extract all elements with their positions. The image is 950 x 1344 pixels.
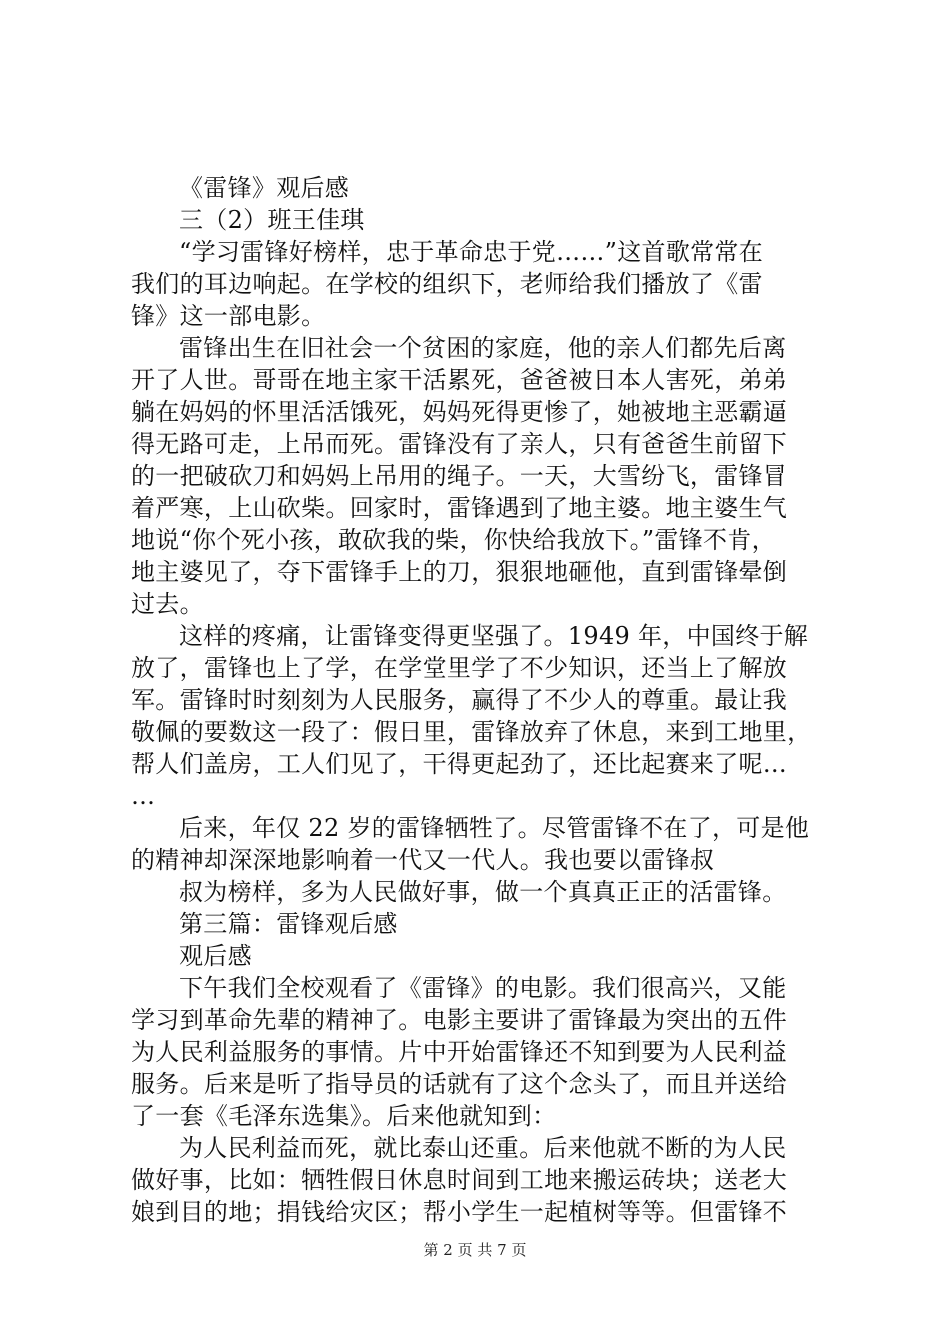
paragraph-line: … <box>131 782 156 810</box>
paragraph-line: 下午我们全校观看了《雷锋》的电影。我们很高兴，又能 <box>179 974 787 1002</box>
paragraph-line: 着严寒，上山砍柴。回家时，雷锋遇到了地主婆。地主婆生气 <box>131 494 788 522</box>
section-heading: 第三篇：雷锋观后感 <box>179 910 398 938</box>
paragraph-line: 为人民利益而死，就比泰山还重。后来他就不断的为人民 <box>179 1134 787 1162</box>
paragraph-line: 娘到目的地；捐钱给灾区；帮小学生一起植树等等。但雷锋不 <box>131 1198 788 1226</box>
section-subheading: 观后感 <box>179 942 252 970</box>
page-number-label: 第 2 页 共 7 页 <box>423 1241 527 1259</box>
paragraph-line: 服务。后来是听了指导员的话就有了这个念头了，而且并送给 <box>131 1070 788 1098</box>
paragraph-line: 雷锋出生在旧社会一个贫困的家庭，他的亲人们都先后离 <box>179 334 787 362</box>
paragraph-line: 放了，雷锋也上了学，在学堂里学了不少知识，还当上了解放 <box>131 654 788 682</box>
paragraph-line: 后来，年仅 22 岁的雷锋牺牲了。尽管雷锋不在了，可是他 <box>179 814 810 842</box>
doc-author: 三（2）班王佳琪 <box>179 206 365 234</box>
doc-title: 《雷锋》观后感 <box>179 174 350 202</box>
paragraph-line: 我们的耳边响起。在学校的组织下，老师给我们播放了《雷 <box>131 270 763 298</box>
paragraph-line: 的一把破砍刀和妈妈上吊用的绳子。一天，大雪纷飞，雷锋冒 <box>131 462 788 490</box>
paragraph-line: 地说“你个死小孩，敢砍我的柴，你快给我放下。”雷锋不肯， <box>131 526 776 554</box>
paragraph-line: 锋》这一部电影。 <box>131 302 326 330</box>
paragraph-line: 学习到革命先辈的精神了。电影主要讲了雷锋最为突出的五件 <box>131 1006 788 1034</box>
paragraph-line: 叔为榜样，多为人民做好事，做一个真真正正的活雷锋。 <box>179 878 787 906</box>
page-footer <box>0 1240 950 1260</box>
paragraph-line: 开了人世。哥哥在地主家干活累死，爸爸被日本人害死，弟弟 <box>131 366 788 394</box>
paragraph-line: 了一套《毛泽东选集》。后来他就知到： <box>131 1102 557 1130</box>
paragraph-line: 军。雷锋时时刻刻为人民服务，赢得了不少人的尊重。最让我 <box>131 686 788 714</box>
document-body <box>131 172 831 1228</box>
paragraph-line: 做好事，比如：牺牲假日休息时间到工地来搬运砖块；送老大 <box>131 1166 788 1194</box>
paragraph-line: “学习雷锋好榜样，忠于革命忠于党……”这首歌常常在 <box>179 238 764 266</box>
paragraph-line: 地主婆见了，夺下雷锋手上的刀，狠狠地砸他，直到雷锋晕倒 <box>131 558 788 586</box>
paragraph-line: 这样的疼痛，让雷锋变得更坚强了。1949 年，中国终于解 <box>179 622 809 650</box>
paragraph-line: 敬佩的要数这一段了：假日里，雷锋放弃了休息，来到工地里， <box>131 718 812 746</box>
paragraph-line: 躺在妈妈的怀里活活饿死，妈妈死得更惨了，她被地主恶霸逼 <box>131 398 788 426</box>
paragraph-line: 得无路可走，上吊而死。雷锋没有了亲人，只有爸爸生前留下 <box>131 430 788 458</box>
paragraph-line: 的精神却深深地影响着一代又一代人。我也要以雷锋叔 <box>131 846 715 874</box>
paragraph-line: 为人民利益服务的事情。片中开始雷锋还不知到要为人民利益 <box>131 1038 788 1066</box>
paragraph-line: 帮人们盖房，工人们见了，干得更起劲了，还比起赛来了呢… <box>131 750 788 778</box>
paragraph-line: 过去。 <box>131 590 204 618</box>
